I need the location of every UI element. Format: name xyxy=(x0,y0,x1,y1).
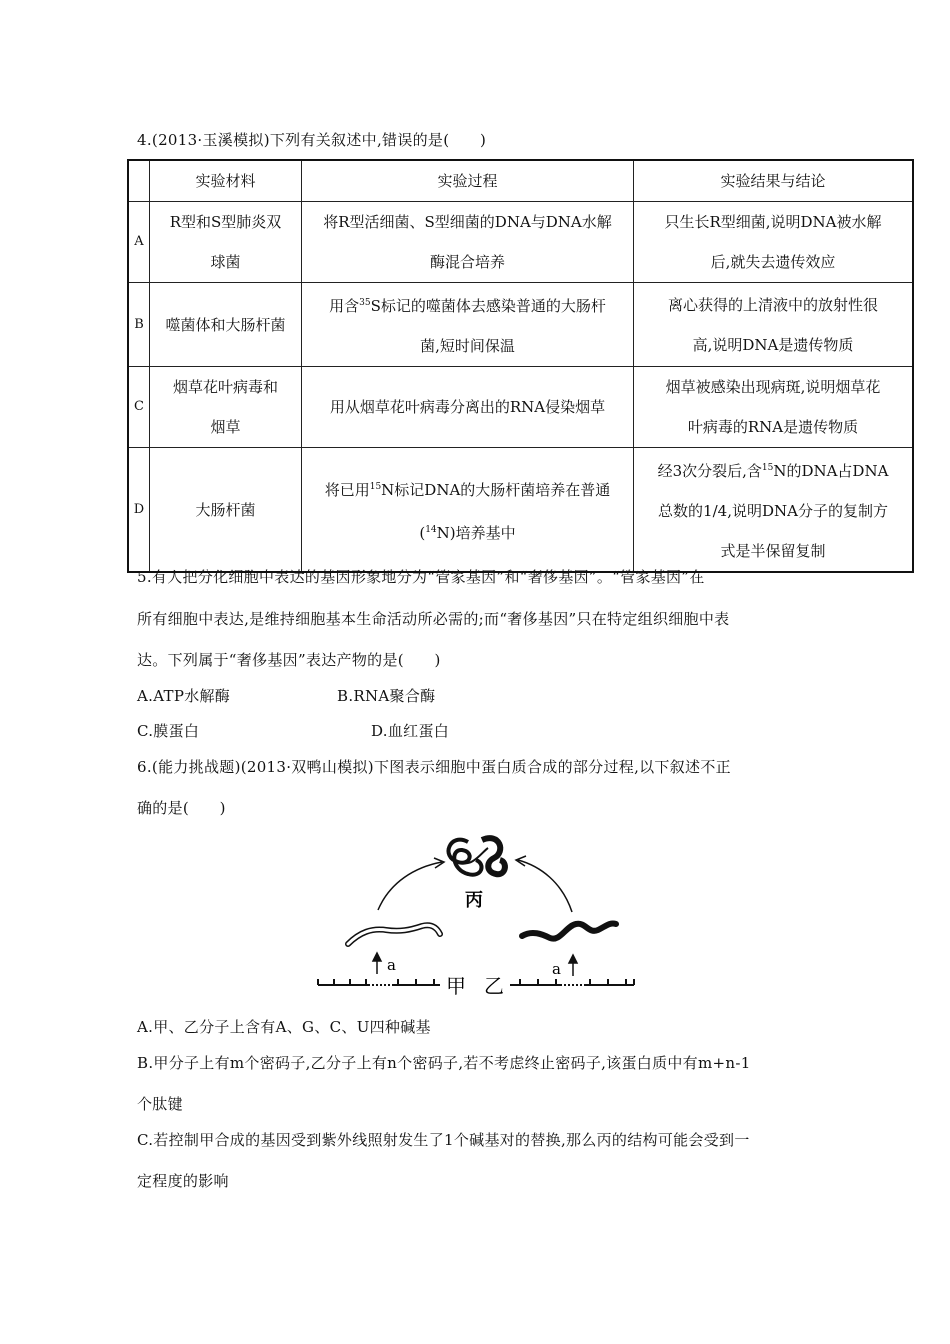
folded-protein-icon xyxy=(449,838,505,875)
cell-material: 烟草花叶病毒和 烟草 xyxy=(150,367,302,448)
table-row xyxy=(128,202,913,283)
arrow-left-icon xyxy=(378,858,444,910)
header-process: 实验过程 xyxy=(302,160,634,202)
q5-stem-line: 所有细胞中表达,是维持细胞基本生命活动所必需的;而“奢侈基因”只在特定组织细胞中表 xyxy=(137,610,730,628)
cell-result: 烟草被感染出现病斑,说明烟草花 叶病毒的RNA是遗传物质 xyxy=(634,367,914,448)
protein-synthesis-figure xyxy=(310,822,640,1002)
label-bing: 丙 xyxy=(465,890,483,911)
q5-option: A.ATP水解酶 xyxy=(137,687,231,705)
row-label: A xyxy=(128,202,150,283)
cell-material: R型和S型肺炎双 球菌 xyxy=(150,202,302,283)
q4-stem: 4.(2013·玉溪模拟)下列有关叙述中,错误的是( ) xyxy=(137,131,487,149)
header-result: 实验结果与结论 xyxy=(634,160,914,202)
cell-material: 大肠杆菌 xyxy=(150,448,302,573)
q6-stem-line: 6.(能力挑战题)(2013·双鸭山模拟)下图表示细胞中蛋白质合成的部分过程,以下叙述不正 xyxy=(137,758,731,776)
table-row xyxy=(128,367,913,448)
cell-process: 将R型活细菌、S型细菌的DNA与DNA水解 酶混合培养 xyxy=(302,202,634,283)
mrna-strand-yi xyxy=(510,979,634,985)
header-blank xyxy=(128,160,150,202)
q6-option: 定程度的影响 xyxy=(137,1172,229,1190)
cell-process: 将已用$^{15}$N标记DNA的大肠杆菌培养在普通 ($^{14}$N)培养基中 xyxy=(302,448,634,573)
row-label: C xyxy=(128,367,150,448)
q6-option: 个肽键 xyxy=(137,1095,183,1113)
cell-result: 离心获得的上清液中的放射性很 高,说明DNA是遗传物质 xyxy=(634,283,914,367)
cell-result: 经3次分裂后,含$^{15}$N的DNA占DNA 总数的1/4,说明DNA分子的复制方 式是半保留复制 xyxy=(634,448,914,573)
q5-option: D.血红蛋白 xyxy=(371,722,450,740)
cell-process: 用含$^{35}$S标记的噬菌体去感染普通的大肠杆 菌,短时间保温 xyxy=(302,283,634,367)
q5-option: C.膜蛋白 xyxy=(137,722,200,740)
cell-process: 用从烟草花叶病毒分离出的RNA侵染烟草 xyxy=(302,367,634,448)
q5-option: B.RNA聚合酶 xyxy=(337,687,436,705)
q5-stem-line: 5.有人把分化细胞中表达的基因形象地分为“管家基因”和“奢侈基因”。“管家基因”在 xyxy=(137,568,705,586)
q6-option: A.甲、乙分子上含有A、G、C、U四种碱基 xyxy=(137,1018,431,1036)
q6-option: B.甲分子上有m个密码子,乙分子上有n个密码子,若不考虑终止密码子,该蛋白质中有m+n-1 xyxy=(137,1054,751,1072)
row-label: D xyxy=(128,448,150,573)
row-label: B xyxy=(128,283,150,367)
q6-option: C.若控制甲合成的基因受到紫外线照射发生了1个碱基对的替换,那么丙的结构可能会受到一 xyxy=(137,1131,750,1149)
up-arrow-icon xyxy=(373,953,577,976)
arrow-right-icon xyxy=(516,856,572,912)
q4-table xyxy=(127,159,914,573)
table-header-row xyxy=(128,160,913,202)
label-yi: 乙 xyxy=(484,974,504,998)
label-jia: 甲 xyxy=(446,974,466,998)
label-a-left: a xyxy=(387,956,396,974)
peptide-chain-right xyxy=(522,923,616,938)
header-material: 实验材料 xyxy=(150,160,302,202)
mrna-strand-jia xyxy=(318,979,440,985)
label-a-right: a xyxy=(552,960,561,978)
cell-material: 噬菌体和大肠杆菌 xyxy=(150,283,302,367)
table-row xyxy=(128,283,913,367)
table-row xyxy=(128,448,913,573)
cell-result: 只生长R型细菌,说明DNA被水解 后,就失去遗传效应 xyxy=(634,202,914,283)
q5-stem-line: 达。下列属于“奢侈基因”表达产物的是( ) xyxy=(137,651,441,669)
q6-stem-line: 确的是( ) xyxy=(137,799,226,817)
